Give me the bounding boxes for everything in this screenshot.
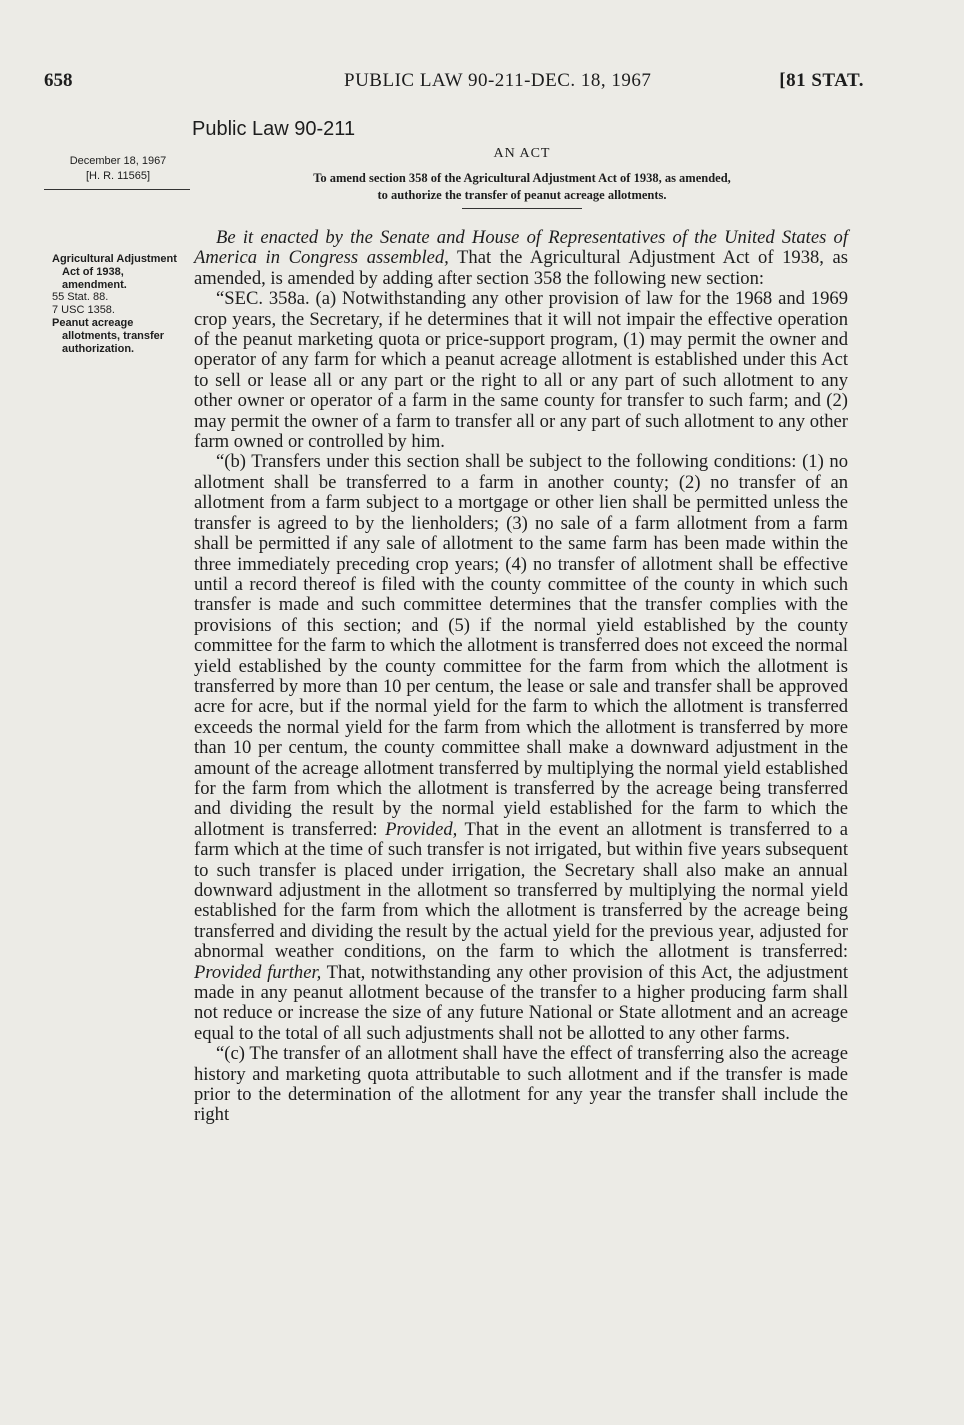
- margin-divider: [44, 189, 190, 190]
- page-header: [44, 70, 864, 100]
- margin-note-amendment: Agricultural Adjustment Act of 1938, amendment.: [52, 253, 177, 291]
- section-b-text-2: That in the event an allotment is transferred to a farm which at the time of such transfer is not irrigated, but within five years subsequent to such transfer is placed under irrigation, the Secretary shall also make an annual downward adjustment in the allotment so transferred by multiplying the normal yield established for the farm from which the allotment is transferred by the acreage being transferred and dividing the result by the actual yield for the previous year, adjusted for abnormal weather conditions, on the farm to which the allotment is transferred:: [194, 818, 848, 963]
- law-heading: Public Law 90-211: [192, 118, 356, 140]
- act-description: [192, 170, 852, 204]
- enacting-clause: [194, 228, 848, 289]
- margin-notes: [40, 253, 190, 355]
- proviso-label: Provided,: [385, 818, 458, 840]
- section-b-text-1: “(b) Transfers under this section shall be subject to the following conditions: (1) no allotment shall be transferred to a farm in another county; (2) no transfer of an allotment from a farm subject to a mortgage or other lien shall be permitted unless the transfer is agreed to by the lienholders; (3) no sale of a farm allotment from a farm shall be permitted if any sale of allotment to the same farm has been made within the three immediately preceding crop years; (4) no transfer of allotment shall be effective until a record thereof is filed with the county committee of the county in which such transfer is made and such committee determines that the transfer complies with the provisions of this section; and (5) if the normal yield established by the county committee for the farm to which the allotment is transferred does not exceed the normal yield established by the county committee for the farm from which the allotment is transferred by more than 10 per centum, the lease or sale and transfer shall be approved acre for acre, but if the normal yield for the farm to which the allotment is transferred exceeds the normal yield for the farm from which the allotment is transferred by more than 10 per centum, the county committee shall make a downward adjustment in the amount of the acreage allotment transferred by multiplying the normal yield established for the farm from which the allotment is transferred by the acreage being transferred and dividing the result by the normal yield established for the farm to which the allotment is transferred:: [194, 451, 848, 840]
- section-b-text-3: That, notwithstanding any other provision of this Act, the adjustment made in any peanut allotment because of the transfer to a higher producing farm shall not reduce or increase the size of any future National or State allotment and an acreage equal to the total of all such adjustments shall not be allotted to any other farms.: [194, 961, 848, 1044]
- margin-note-stat: 55 Stat. 88.: [52, 291, 109, 304]
- section-c: “(c) The transfer of an allotment shall have the effect of transferring also the acreage history and marketing quota attributable to such allotment and if the transfer is made prior to the determination of the allotment for any year the transfer shall include the right: [194, 1043, 848, 1126]
- enacting-formula: Be it enacted by the Senate and House of Representatives of the United States of America in Congress assembled,: [194, 227, 848, 269]
- enactment-date: December 18, 1967: [69, 155, 167, 167]
- act-title: AN ACT: [493, 146, 551, 161]
- enacting-remainder: That the Agricultural Adjustment Act of 1938, as amended, is amended by adding after section 358 the following new section:: [194, 247, 848, 289]
- bill-number: [H. R. 11565]: [86, 170, 150, 182]
- section-b: [194, 452, 848, 1044]
- margin-note-peanut: Peanut acreage allotments, transfer authorization.: [52, 316, 165, 355]
- statute-volume: [81 STAT.: [779, 70, 864, 91]
- page-number: 658: [44, 70, 73, 91]
- margin-note-usc: 7 USC 1358.: [52, 304, 115, 317]
- act-divider: [462, 208, 582, 209]
- act-description-line-2: to authorize the transfer of peanut acreage allotments.: [377, 188, 667, 202]
- running-title: PUBLIC LAW 90-211-DEC. 18, 1967: [344, 70, 652, 91]
- margin-date-block: [48, 154, 188, 184]
- body-text: [194, 228, 848, 1126]
- section-a: “SEC. 358a. (a) Notwithstanding any other provision of law for the 1968 and 1969 crop years, the Secretary, if he determines that it will not impair the effective operation of the peanut marketing quota or price-support program, (1) may permit the owner and operator of any farm for which a peanut acreage allotment is established under this Act to sell or lease all or any part or the right to all or any part of such allotment to any other owner or operator of a farm in the same county for transfer to such farm; and (2) may permit the owner of a farm to transfer all or any part of such allotment to any other farm owned or controlled by him.: [194, 288, 848, 453]
- act-description-line-1: To amend section 358 of the Agricultural Adjustment Act of 1938, as amended,: [313, 171, 731, 185]
- proviso-further-label: Provided further,: [194, 961, 322, 983]
